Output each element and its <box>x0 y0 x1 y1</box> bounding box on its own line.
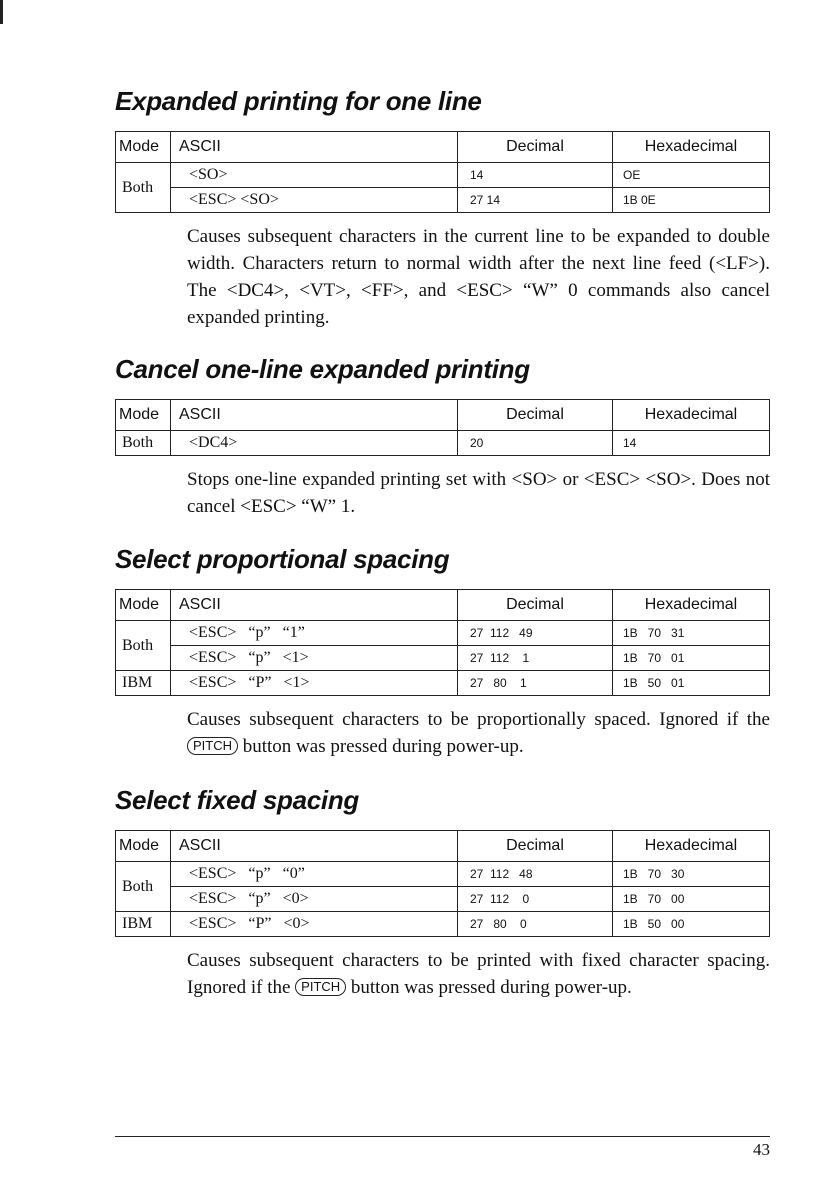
pitch-key-icon: PITCH <box>295 978 346 996</box>
header-mode: Mode <box>116 132 171 163</box>
command-table <box>115 399 770 456</box>
mode-cell: Both <box>116 163 171 213</box>
hex-cell: OE <box>613 163 770 188</box>
table-row <box>116 646 770 671</box>
section-heading: Select fixed spacing <box>115 785 359 815</box>
header-hexadecimal: Hexadecimal <box>613 590 770 621</box>
header-decimal: Decimal <box>458 831 613 862</box>
mode-cell: Both <box>116 621 171 671</box>
ascii-cell: <ESC> <SO> <box>171 188 458 213</box>
description-text: Causes subsequent characters to be proportionally spaced. Ignored if the <box>187 709 770 730</box>
ascii-cell: <ESC> “p” <1> <box>171 646 458 671</box>
header-hexadecimal: Hexadecimal <box>613 831 770 862</box>
section-heading: Cancel one-line expanded printing <box>115 354 530 384</box>
ascii-cell: <ESC> “p” “0” <box>171 862 458 887</box>
section-description: Stops one-line expanded printing set with <SO> or <ESC> <SO>. Does not cancel <ESC> “W” 1. <box>187 469 770 517</box>
hex-cell: 1B 70 30 <box>613 862 770 887</box>
mode-cell: Both <box>116 862 171 912</box>
section-proportional-spacing <box>115 544 770 760</box>
hex-cell: 1B 50 01 <box>613 671 770 696</box>
hex-cell: 1B 70 01 <box>613 646 770 671</box>
header-decimal: Decimal <box>458 590 613 621</box>
table-row <box>116 163 770 188</box>
header-ascii: ASCII <box>171 132 458 163</box>
header-decimal: Decimal <box>458 132 613 163</box>
section-description <box>187 706 770 760</box>
header-ascii: ASCII <box>171 400 458 431</box>
hex-cell: 1B 70 00 <box>613 887 770 912</box>
decimal-cell: 14 <box>458 163 613 188</box>
header-hexadecimal: Hexadecimal <box>613 132 770 163</box>
table-row <box>116 671 770 696</box>
mode-cell: IBM <box>116 912 171 937</box>
table-row <box>116 431 770 456</box>
table-row <box>116 887 770 912</box>
scan-edge-mark <box>0 0 3 24</box>
decimal-cell: 27 112 0 <box>458 887 613 912</box>
page-number: 43 <box>753 1140 770 1159</box>
ascii-cell: <DC4> <box>171 431 458 456</box>
mode-cell: Both <box>116 431 171 456</box>
decimal-cell: 20 <box>458 431 613 456</box>
decimal-cell: 27 112 49 <box>458 621 613 646</box>
table-header-row <box>116 132 770 163</box>
header-mode: Mode <box>116 400 171 431</box>
decimal-cell: 27 80 1 <box>458 671 613 696</box>
footer-rule <box>115 1136 770 1137</box>
header-decimal: Decimal <box>458 400 613 431</box>
section-expanded-one-line <box>115 86 770 331</box>
header-mode: Mode <box>116 590 171 621</box>
ascii-cell: <ESC> “p” “1” <box>171 621 458 646</box>
header-ascii: ASCII <box>171 590 458 621</box>
section-description: Causes subsequent characters in the current line to be expanded to double width. Characters return to normal width after the next line feed (<LF>). The <DC4>, <VT>, <FF>, and <ESC> “W” 0 commands also cancel expanded printing. <box>187 226 770 328</box>
command-table <box>115 131 770 213</box>
section-description <box>187 947 770 1001</box>
section-fixed-spacing <box>115 785 770 1001</box>
table-header-row <box>116 400 770 431</box>
header-mode: Mode <box>116 831 171 862</box>
header-ascii: ASCII <box>171 831 458 862</box>
hex-cell: 14 <box>613 431 770 456</box>
hex-cell: 1B 0E <box>613 188 770 213</box>
section-cancel-expanded <box>115 354 770 520</box>
section-heading: Select proportional spacing <box>115 544 450 574</box>
decimal-cell: 27 14 <box>458 188 613 213</box>
table-row <box>116 862 770 887</box>
table-row <box>116 621 770 646</box>
decimal-cell: 27 80 0 <box>458 912 613 937</box>
ascii-cell: <ESC> “P” <0> <box>171 912 458 937</box>
hex-cell: 1B 70 31 <box>613 621 770 646</box>
table-header-row <box>116 590 770 621</box>
decimal-cell: 27 112 48 <box>458 862 613 887</box>
pitch-key-icon: PITCH <box>187 737 238 755</box>
hex-cell: 1B 50 00 <box>613 912 770 937</box>
mode-cell: IBM <box>116 671 171 696</box>
description-text: button was pressed during power-up. <box>350 977 632 998</box>
table-header-row <box>116 831 770 862</box>
ascii-cell: <SO> <box>171 163 458 188</box>
header-hexadecimal: Hexadecimal <box>613 400 770 431</box>
command-table <box>115 830 770 937</box>
table-row <box>116 912 770 937</box>
decimal-cell: 27 112 1 <box>458 646 613 671</box>
command-table <box>115 589 770 696</box>
description-text: Causes subsequent characters to be printed with fixed character spacing. Ignored if the <box>187 950 770 998</box>
ascii-cell: <ESC> “p” <0> <box>171 887 458 912</box>
description-text: button was pressed during power-up. <box>242 736 524 757</box>
section-heading: Expanded printing for one line <box>115 86 482 116</box>
ascii-cell: <ESC> “P” <1> <box>171 671 458 696</box>
table-row <box>116 188 770 213</box>
